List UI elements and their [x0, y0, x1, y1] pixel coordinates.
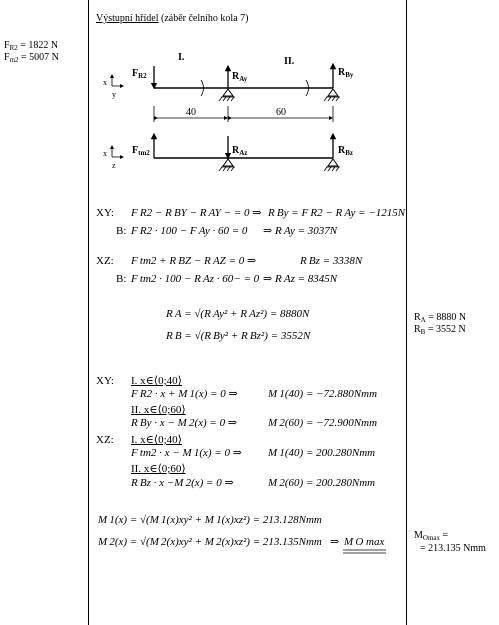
- eq-ra: R A = √(R Ay² + R Az²) = 8880N: [166, 308, 310, 320]
- section-title: Výstupní hřídel (záběr čelního kola 7): [96, 13, 249, 24]
- moments-xy-I: I. x∈⟨0;40⟩: [131, 375, 182, 387]
- moments-xy-I-eq: F R2 · x + M 1(x) = 0 ⇒: [131, 388, 238, 400]
- eq-xz-2: F tm2 · 100 − R Az · 60− = 0: [131, 273, 260, 285]
- eq-xy-2: F R2 · 100 − F Ay · 60 = 0: [131, 225, 248, 237]
- moments-xy-I-result: M 1(40) = −72.880Nmm: [268, 388, 378, 400]
- eq-xz-2-result: ⇒ R Az = 8345N: [263, 273, 338, 285]
- reaction-bz-label: $R_{Bz}$: [338, 145, 354, 157]
- moment-mo-max: M O max: [344, 536, 385, 548]
- force-ftm2-label: $F_{tm2}$: [132, 145, 150, 157]
- result-mo-value: = 213.135 Nmm: [420, 543, 486, 554]
- section-II-label: II.: [284, 56, 295, 67]
- reaction-ay-label: $R_{Ay}$: [232, 71, 248, 83]
- moments-xy-II-result: M 2(60) = −72.900Nmm: [268, 417, 378, 429]
- eq-xz-label: XZ:: [96, 255, 114, 267]
- moments-xz-II: II. x∈⟨0;60⟩: [131, 463, 186, 475]
- force-fr2-label: $F_{R2}$: [132, 68, 147, 80]
- moments-xy-II-eq: R By · x − M 2(x) = 0 ⇒: [131, 417, 238, 429]
- moments-xy-II: II. x∈⟨0;60⟩: [131, 404, 186, 416]
- moments-xz-I: I. x∈⟨0;40⟩: [131, 434, 182, 446]
- moment-m2-total: M 2(x) = √(M 2(x)xy² + M 2(x)xz²) = 213.135Nmm: [98, 536, 322, 548]
- result-rb: $R_B = 3552$ N: [414, 324, 466, 336]
- moments-xz-II-eq: R Bz · x −M 2(x) = 0 ⇒: [131, 477, 234, 489]
- moments-xz-I-eq: F tm2 · x − M 1(x) = 0 ⇒: [131, 447, 242, 459]
- moment-m1-total: M 1(x) = √(M 1(x)xy² + M 1(x)xz²) = 213.128Nmm: [98, 514, 322, 526]
- section-I-label: I.: [178, 52, 185, 63]
- moments-xz-II-result: M 2(60) = 200.280Nmm: [268, 477, 376, 489]
- eq-xy-1: F R2 − R BY − R AY − = 0 ⇒: [131, 207, 262, 219]
- axis-x-label: x: [103, 78, 107, 87]
- axis-y-label: y: [112, 90, 116, 99]
- reaction-by-label: $R_{By}$: [338, 67, 354, 79]
- reaction-az-label: $R_{Az}$: [232, 145, 248, 157]
- eq-xz-1: F tm2 + R BZ − R AZ = 0 ⇒: [131, 255, 257, 267]
- moments-xy-label: XY:: [96, 375, 114, 387]
- fm2-value: $F_{m2} = 5007$ N: [4, 52, 59, 64]
- axis-x2-label: x: [103, 149, 107, 158]
- eq-xy-2-prefix: B:: [116, 225, 127, 237]
- axis-z-label: z: [112, 161, 116, 170]
- moments-xz-I-result: M 1(40) = 200.280Nmm: [268, 447, 376, 459]
- dimension-40: 40: [186, 107, 196, 118]
- eq-xy-2-result: ⇒ R Ay = 3037N: [263, 225, 338, 237]
- dimension-60: 60: [276, 107, 286, 118]
- moments-xz-label: XZ:: [96, 434, 114, 446]
- eq-rb: R B = √(R By² + R Bz²) = 3552N: [166, 330, 311, 342]
- eq-xz-2-prefix: B:: [116, 273, 127, 285]
- result-ra: $R_A = 8880$ N: [414, 312, 467, 324]
- moment-m2-arrow: ⇒: [330, 536, 340, 548]
- eq-xy-1-result: R By = F R2 − R Ay = −1215N: [268, 207, 406, 219]
- result-mo-label: $M_{Omax}$ =: [414, 530, 449, 542]
- fr2-value: $F_{R2} = 1822$ N: [4, 40, 59, 52]
- eq-xy-label: XY:: [96, 207, 114, 219]
- eq-xz-1-result: R Bz = 3338N: [300, 255, 363, 267]
